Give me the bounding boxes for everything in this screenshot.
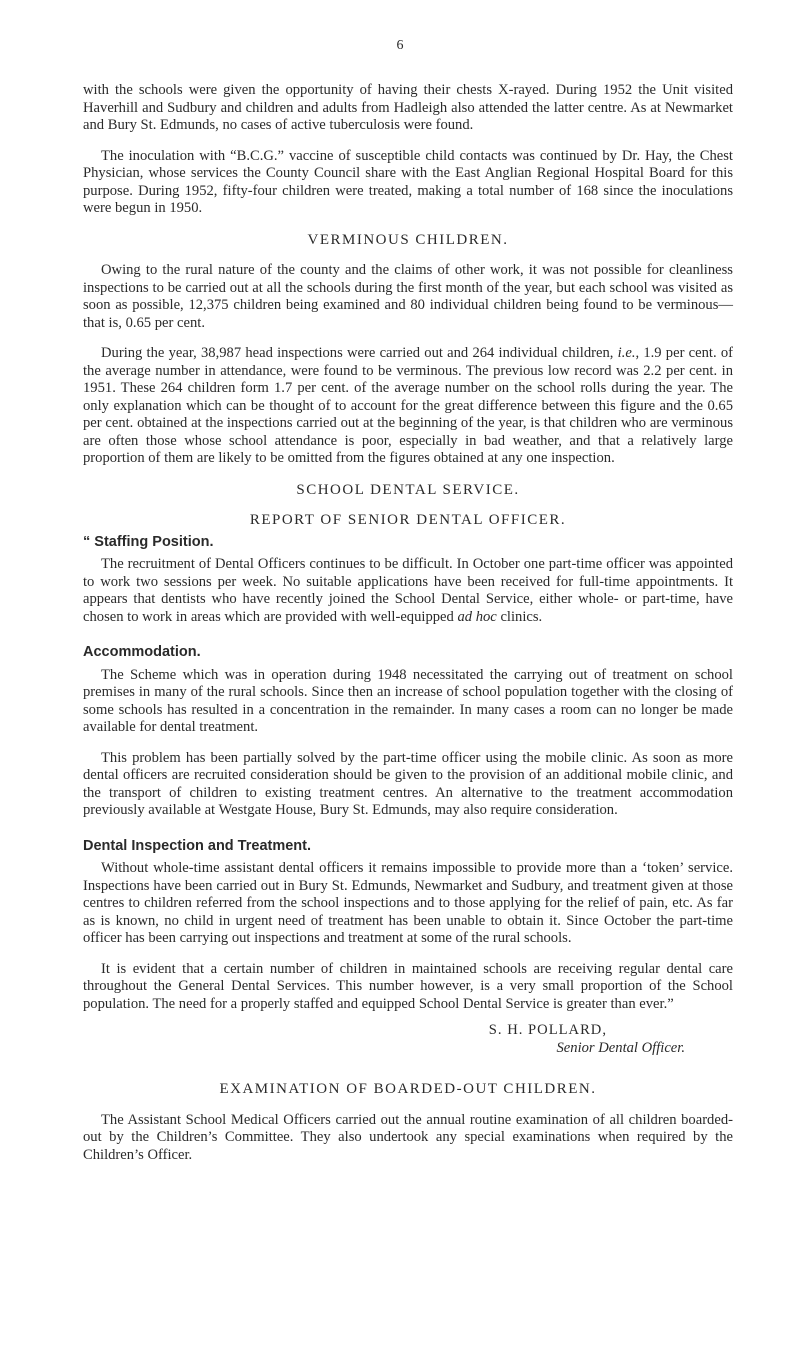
- dental-inspection-heading: Dental Inspection and Treatment.: [83, 837, 312, 854]
- intro-paragraph-1: with the schools were given the opportunity of having their chests X-rayed. During 1952 the Unit visited Haverhill and Sudbury and children and adults from Hadleigh also attended the latter centre. As at Newmarket and Bury St. Edmunds, no cases of active tuberculosis were found.: [83, 82, 733, 133]
- verminous-children-heading: VERMINOUS CHILDREN.: [307, 231, 509, 248]
- verminous-p2-start: During the year, 38,987 head inspections were carried out and 264 individual children,: [101, 345, 618, 361]
- page-body: [83, 82, 733, 1177]
- verminous-p2-ie: i.e.: [617, 345, 636, 361]
- inspection-paragraph-1: Without whole-time assistant dental officers it remains impossible to provide more than a ‘token’ service. Inspections have been carried out in Bury St. Edmunds, Newmarket and Sudbury, and treatment given at those centres to children referred from the school inspections and to those applying for the relief of pain, etc. As far as is known, no child in urgent need of treatment has been unable to obtain it. Since October the part-time officer has been carrying out inspections and treatment at some of the rural schools.: [83, 860, 733, 946]
- page-number: 6: [396, 38, 404, 53]
- staffing-p-end: clinics.: [496, 608, 543, 625]
- verminous-paragraph-1: Owing to the rural nature of the county and the claims of other work, it was not possible for cleanliness inspections to be carried out at all the schools during the first month of the year, but each school was visited as soon as possible, 12,375 children being examined and 80 individual children being found to be verminous—that is, 0.65 per cent.: [83, 262, 733, 331]
- accommodation-paragraph-2: This problem has been partially solved by the part-time officer using the mobile clinic. As soon as more dental officers are recruited consideration should be given to the provision of an additional mobile clinic, and the transport of children to existing treatment centres. An alternative to the treatment accommodation previously available at Westgate House, Bury St. Edmunds, may also require consideration.: [83, 749, 733, 818]
- intro-paragraph-2: The inoculation with “B.C.G.” vaccine of susceptible child contacts was continued by Dr. Hay, the Chest Physician, whose services the County Council share with the East Anglian Regional Hospital Board for this purpose. During 1952, fifty-four children were treated, making a total number of 168 since the inoculations were begun in 1950.: [83, 147, 733, 216]
- verminous-paragraph-2: [83, 345, 733, 468]
- boarded-out-heading: EXAMINATION OF BOARDED-OUT CHILDREN.: [219, 1081, 597, 1097]
- signature-title: Senior Dental Officer.: [556, 1039, 685, 1056]
- accommodation-paragraph-1: The Scheme which was in operation during 1948 necessitated the carrying out of treatment on school premises in many of the rural schools. Since then an increase of school population together with the closing of some schools has resulted in a concentration in the remainder. In many cases a room can no longer be made available for dental treatment.: [83, 666, 733, 735]
- inspection-paragraph-2: It is evident that a certain number of children in maintained schools are receiving regular dental care throughout the General Dental Services. This number however, is a very small proportion of the School population. The need for a properly staffed and equipped School Dental Service is greater than ever.”: [83, 960, 733, 1012]
- staffing-position-heading: “ Staffing Position.: [83, 533, 214, 550]
- signature-name: S. H. POLLARD,: [488, 1022, 607, 1038]
- signature-block: [83, 1022, 733, 1057]
- report-heading: REPORT OF SENIOR DENTAL OFFICER.: [249, 512, 567, 528]
- staffing-paragraph: [83, 556, 733, 626]
- staffing-p-start: The recruitment of Dental Officers continues to be difficult. In October one part-time officer was appointed to work two sessions per week. No suitable applications have been received for full-time appointments. It appears that dentists who have recently joined the School Dental Service, either whole- or part-time, have chosen to work in areas which are provided with well-equipped: [83, 556, 733, 625]
- accommodation-heading: Accommodation.: [83, 644, 201, 660]
- verminous-p2-end: , 1.9 per cent. of the average number in attendance, were found to be verminous. The previous low record was 2.2 per cent. in 1951. These 264 children form 1.7 per cent. of the average number on the school rolls during the year. The only explanation which can be thought of to account for the great difference between this figure and the 0.65 per cent. obtained at the inspections carried out at the beginning of the year, is that children who are verminous are often those whose school attendance is poor, especially in bad weather, and that a relatively large proportion of them are likely to be omitted from the figures obtained at any one inspection.: [83, 345, 733, 466]
- boarded-out-paragraph: The Assistant School Medical Officers carried out the annual routine examination of all children boarded-out by the Children’s Committee. They also undertook any special examinations when required by the Children’s Officer.: [83, 1111, 733, 1163]
- school-dental-service-heading: SCHOOL DENTAL SERVICE.: [296, 481, 520, 498]
- staffing-p-ad-hoc: ad hoc: [457, 608, 497, 625]
